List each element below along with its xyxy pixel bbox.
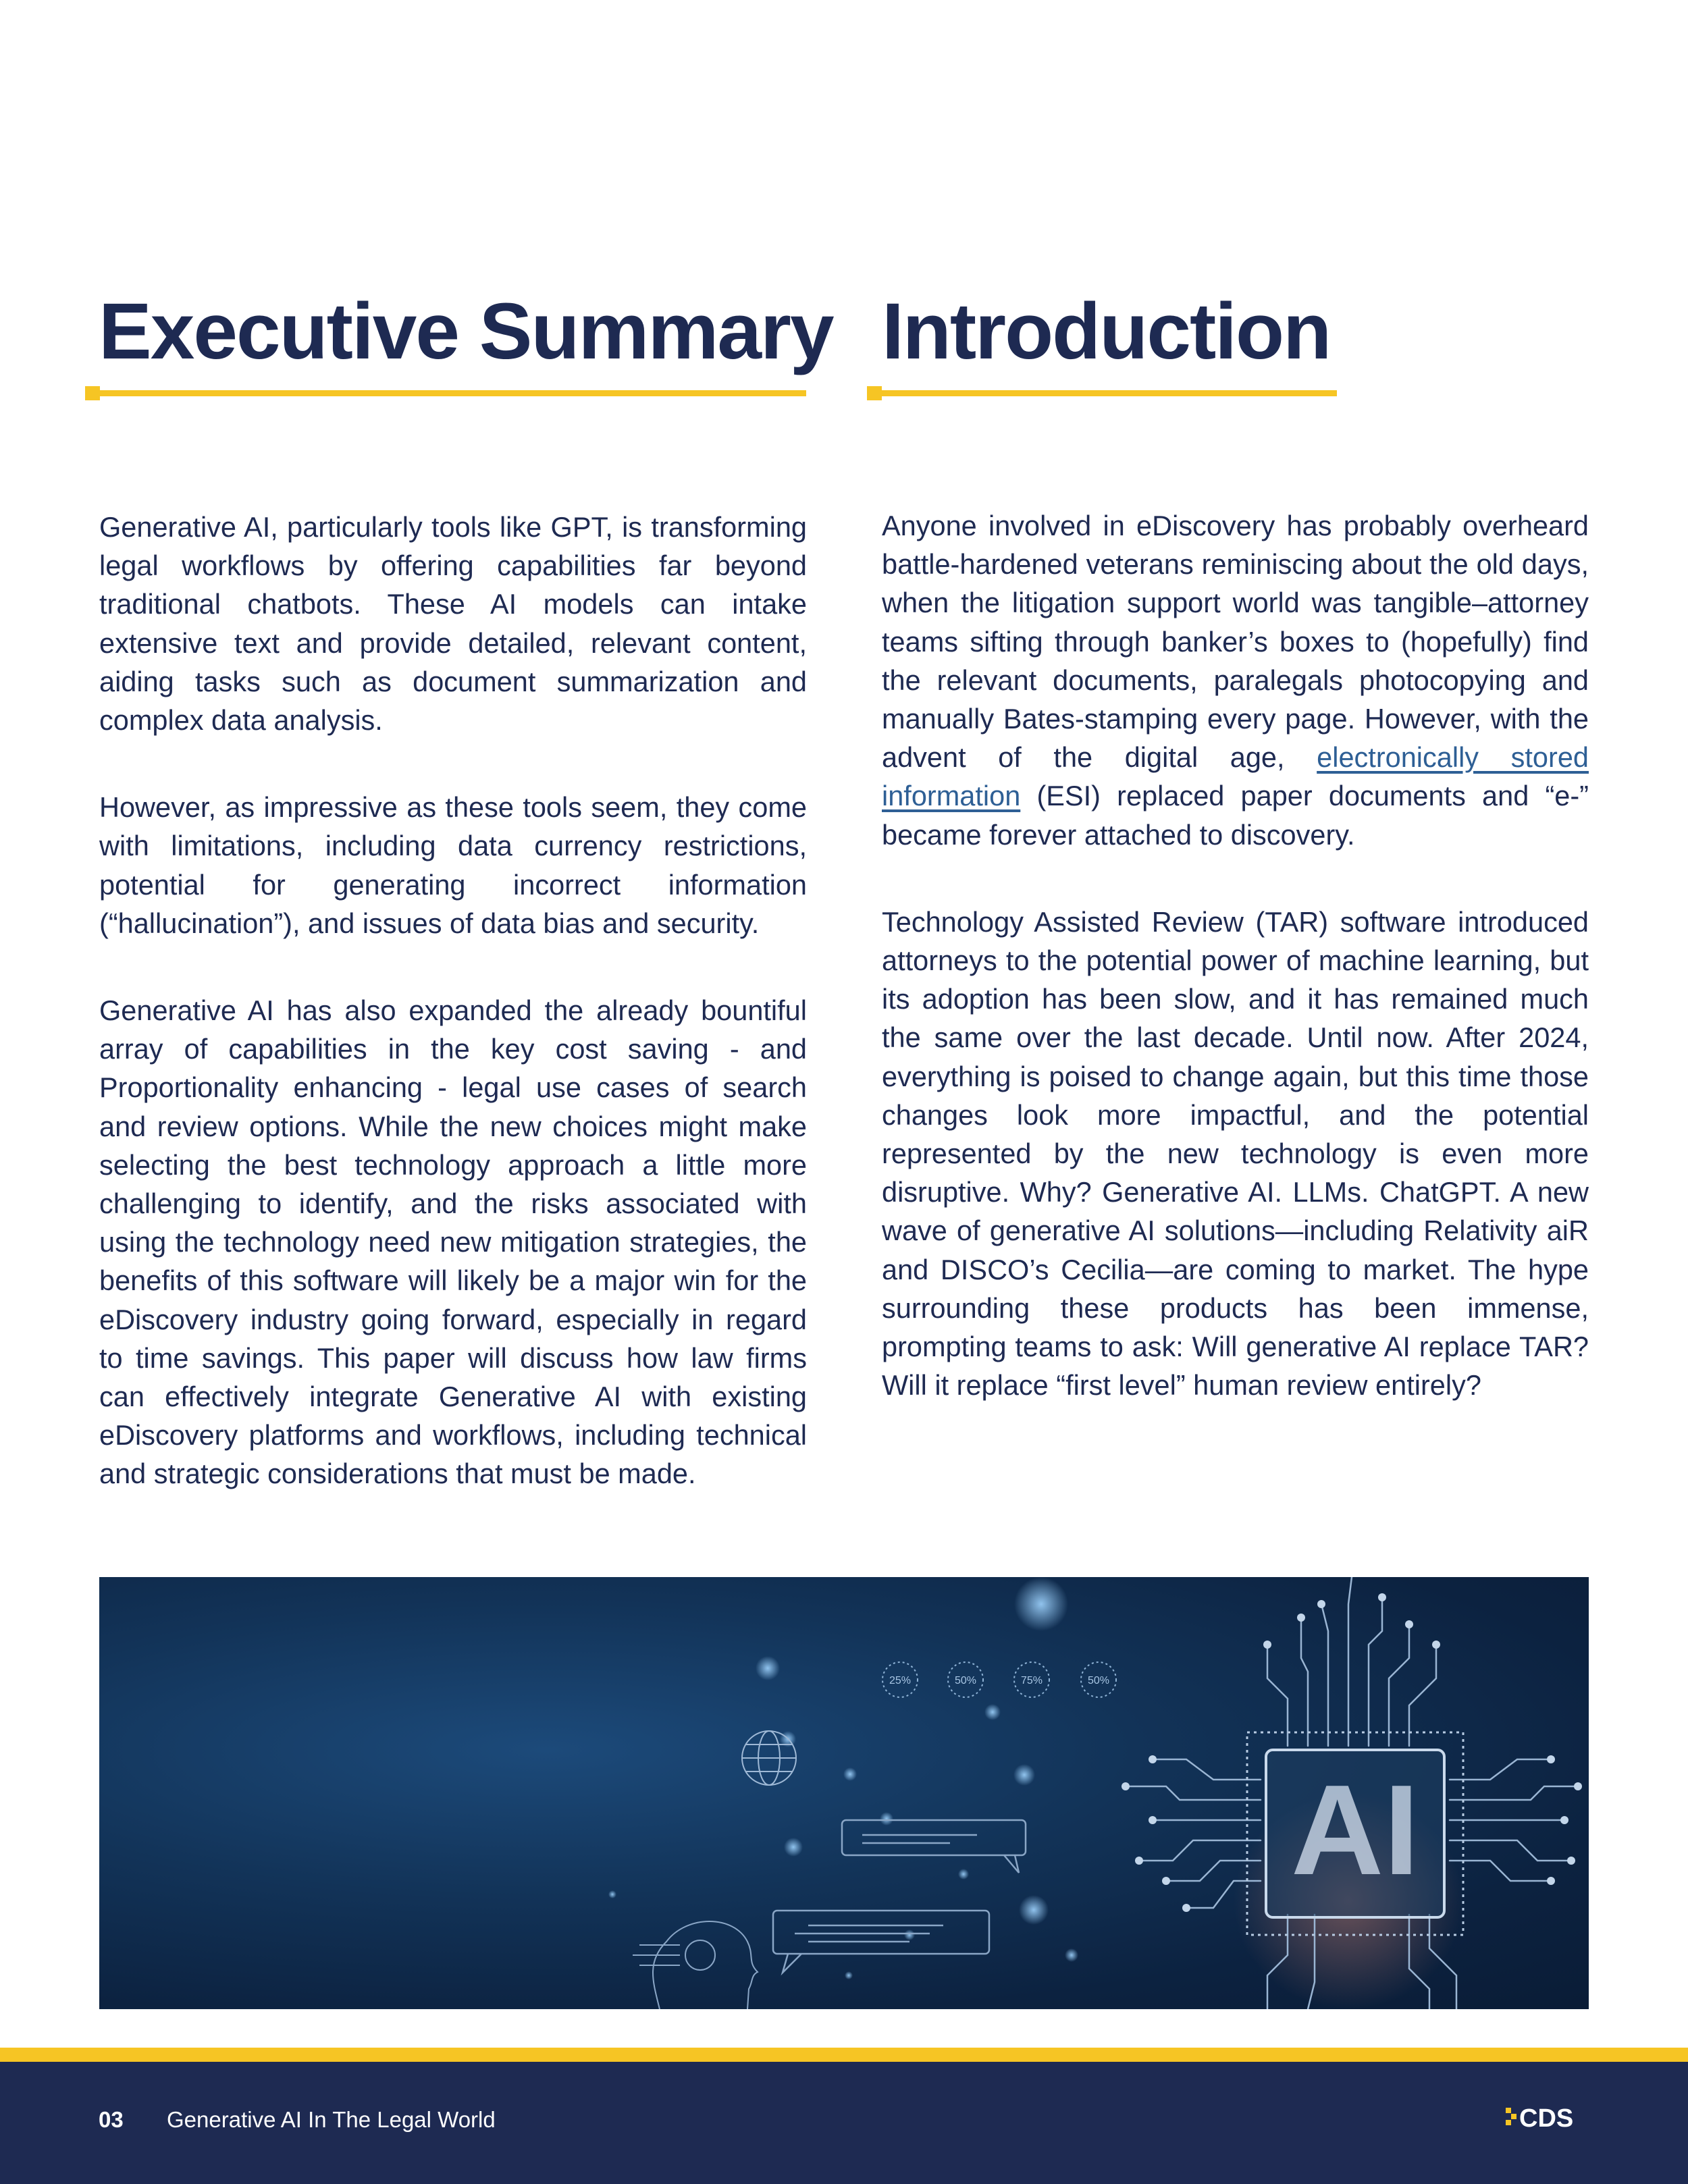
introduction-underline (867, 390, 1337, 396)
bokeh-lights (608, 1577, 1078, 1979)
chat-bubble-icons (773, 1820, 1026, 1973)
cds-logo (1506, 2101, 1588, 2135)
page-number: 03 (99, 2107, 124, 2132)
executive-summary-column (99, 508, 807, 1493)
footer-accent-stripe (0, 2048, 1688, 2062)
esi-link[interactable]: electronically stored information (882, 741, 1589, 812)
exec-paragraph-2: However, as impressive as these tools seem, they come with limitations, including data currency restrictions, potential for generating incorrect information (“hallucination”), and issues of data bias and security. (99, 791, 807, 939)
introduction-heading: Introduction (882, 287, 1331, 376)
ai-chip-icon (1247, 1732, 1463, 1935)
logo-mark-icon (1506, 2108, 1516, 2125)
head-gear-icon (633, 1921, 758, 2009)
ai-circuit-hero-image (99, 1577, 1589, 2009)
intro-p1-text-a: Anyone involved in eDiscovery has probably overheard battle-hardened veterans reminiscing about the old days, when the litigation support world was tangible–attorney teams sifting through banker’s boxes to (hopefully) find the relevant documents, paralegals photocopying and manually Bates-stamping every page. However, with the advent of the digital age, (882, 510, 1589, 774)
gauge-label-2: 50% (954, 1675, 977, 1686)
footer-document-title: Generative AI In The Legal World (167, 2107, 496, 2132)
intro-p1-text-b: (ESI) replaced paper documents and “e-” became forever attached to discovery. (882, 780, 1589, 851)
percentage-gauges (882, 1662, 1116, 1697)
exec-paragraph-1: Generative AI, particularly tools like GPT, is transforming legal workflows by offering capabilities far beyond traditional chatbots. These AI models can intake extensive text and provide detailed, relevant content, aiding tasks such as document summarization and complex data analysis. (99, 511, 807, 737)
intro-paragraph-2: Technology Assisted Review (TAR) software introduced attorneys to the potential power of machine learning, but its adoption has been slow, and it has remained much the same over the last decade. Until now. After 2024, everything is poised to change again, but this time those changes look more impactful, and the potential represented by the new technology is even more disruptive. Why? Generative AI. LLMs. ChatGPT. A new wave of generative AI solutions—including Relativity aiR and DISCO’s Cecilia—are coming to market. The hype surrounding these products has been immense, prompting teams to ask: Will generative AI replace TAR? Will it replace “first level” human review entirely? (882, 905, 1589, 1402)
executive-summary-heading: Executive Summary (99, 287, 833, 376)
executive-summary-underline (85, 390, 806, 396)
logo-text: CDS (1519, 2104, 1574, 2133)
chip-ai-label: AI (1291, 1759, 1419, 1902)
gauge-label-4: 50% (1087, 1675, 1110, 1686)
gauge-label-3: 75% (1020, 1675, 1043, 1686)
intro-paragraph-1 (882, 506, 1589, 854)
introduction-column (882, 506, 1589, 1404)
exec-paragraph-3: Generative AI has also expanded the already bountiful array of capabilities in the key cost saving - and Proportionality enhancing - legal use cases of search and review options. While the new choices might make selecting the best technology approach a little more challenging to identify, and the risks associated with using the technology need new mitigation strategies, the benefits of this software will likely be a major win for the eDiscovery industry going forward, especially in regard to time savings. This paper will discuss how law firms can effectively integrate Generative AI with existing eDiscovery platforms and workflows, including technical and strategic considerations that must be made. (99, 994, 807, 1490)
globe-icon (742, 1731, 796, 1785)
gauge-label-1: 25% (889, 1675, 912, 1686)
